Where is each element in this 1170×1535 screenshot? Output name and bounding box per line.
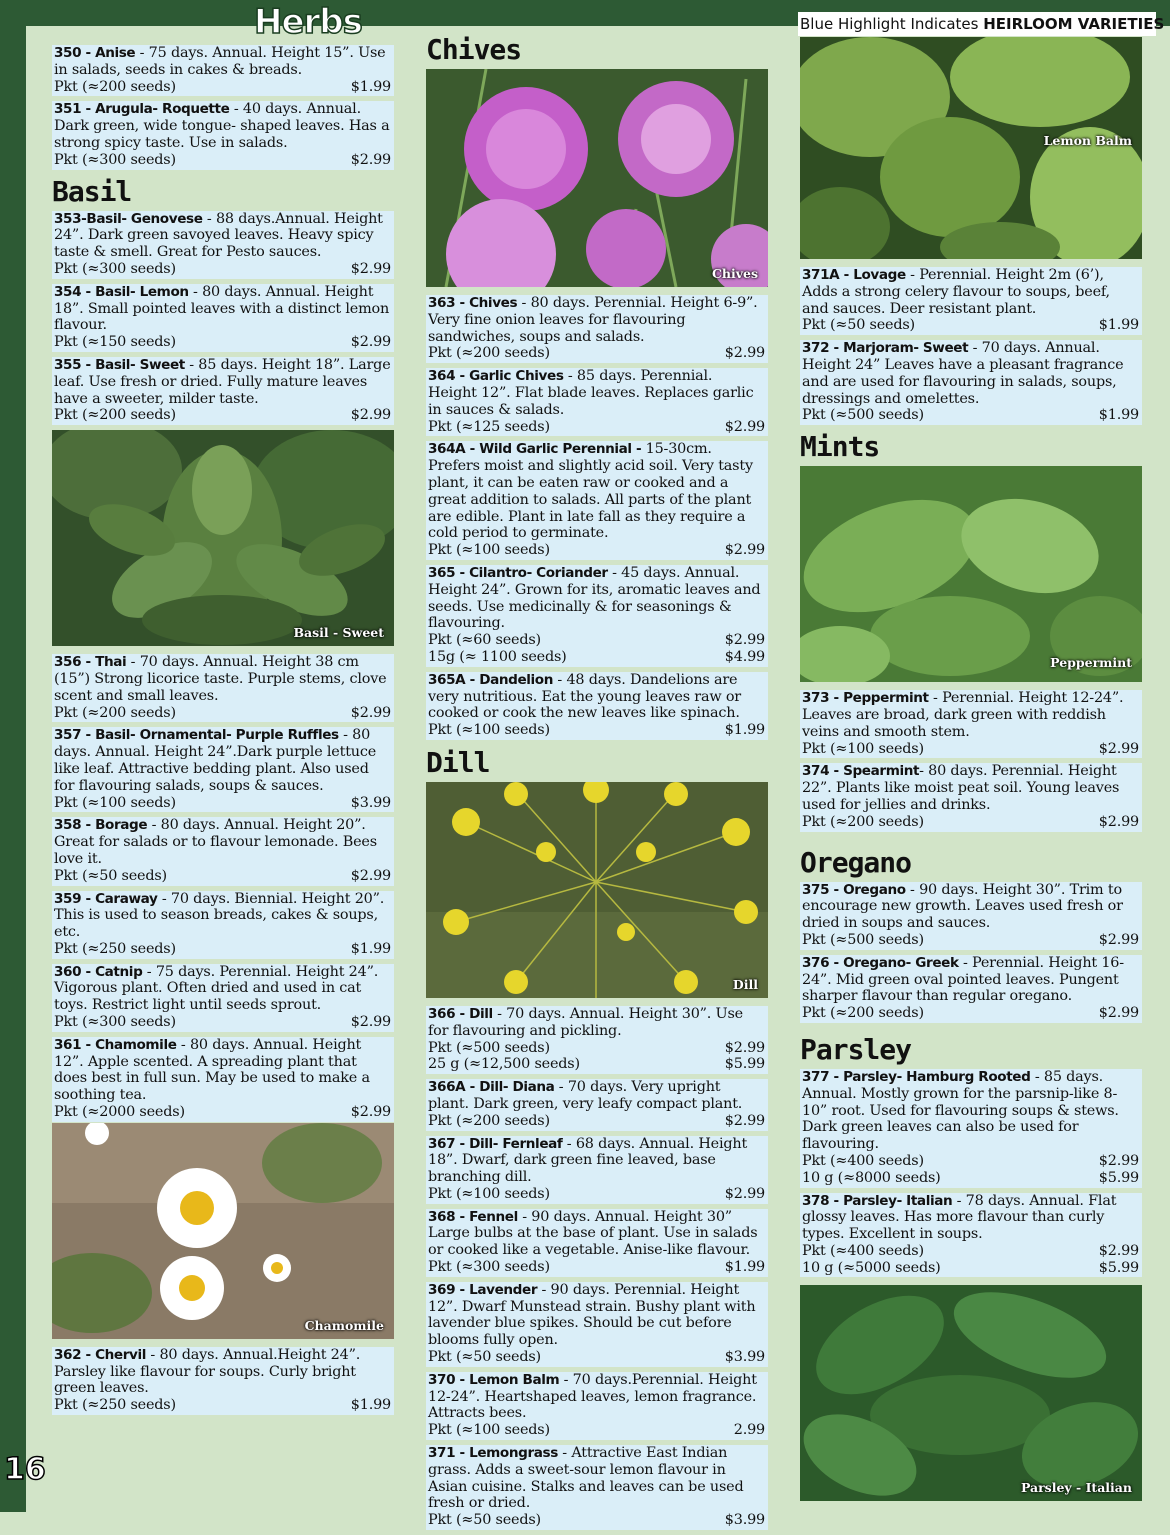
price: $2.99: [350, 407, 391, 424]
product-name: 354 - Basil- Lemon: [54, 283, 189, 300]
product-description: - 80 days. Perennial. Height 6-9”. Very fine onion leaves for flavouring sandwiches, soups and salads.: [428, 295, 758, 345]
price-row: [428, 632, 765, 649]
product-name: 366A - Dill- Diana: [428, 1079, 555, 1096]
price: $5.99: [1098, 1169, 1139, 1186]
price: $4.99: [724, 648, 765, 665]
product-name: 369 - Lavender: [428, 1281, 538, 1298]
product-description: - Perennial. Height 12-24”. Leaves are broad, dark green with reddish veins and smooth stem.: [802, 690, 1124, 740]
product-359: [52, 891, 394, 959]
product-364: [426, 368, 768, 436]
price: $1.99: [1098, 407, 1139, 424]
product-description: - 70 days. Annual. Height 24” Leaves have a pleasant fragrance and are used for flavouring in salads, soups, dressings and omelettes.: [802, 340, 1124, 407]
product-name: 375 - Oregano: [802, 881, 906, 898]
product-358: [52, 817, 394, 885]
product-description: - 70 days. Annual. Height 38 cm (15”) Strong licorice taste. Purple stems, clove scent and small leaves.: [54, 654, 387, 704]
packet-size: Pkt (≈50 seeds): [428, 1349, 541, 1366]
product-365a: [426, 672, 768, 740]
product-364a: [426, 441, 768, 560]
section-oregano: Oregano: [800, 845, 912, 879]
parsley-image: [800, 1285, 1142, 1501]
heirloom-note-prefix: Blue Highlight Indicates: [800, 15, 984, 33]
section-basil: Basil: [52, 174, 132, 208]
packet-size: Pkt (≈500 seeds): [428, 1039, 550, 1056]
product-name: 366 - Dill: [428, 1005, 493, 1022]
product-371: [426, 1445, 768, 1530]
product-name: 357 - Basil- Ornamental- Purple Ruffles: [54, 727, 339, 744]
packet-size: 10 g (≈8000 seeds): [802, 1169, 941, 1186]
price: $2.99: [350, 704, 391, 721]
packet-size: Pkt (≈200 seeds): [802, 813, 924, 830]
product-description: - 80 days. Annual. Height 18”. Small pointed leaves with a distinct lemon flavour.: [54, 283, 390, 334]
product-description: - 68 days. Annual. Height 18”. Dwarf, dark green fine leaved, base branching dill.: [428, 1135, 748, 1186]
price-row: [428, 649, 765, 666]
price: $2.99: [724, 418, 765, 435]
price-row: [54, 1397, 391, 1414]
page-title: Herbs: [254, 2, 362, 42]
product-description: - 70 days.Perennial. Height 12-24”. Heartshaped leaves, lemon fragrance. Attracts bees.: [428, 1371, 757, 1422]
product-description: - 80 days. Annual. Height 24”.Dark purple lettuce like leaf. Attractive bedding plant. Also used for flavouring salads, soups & sauces.: [54, 727, 377, 794]
chives-photo: [426, 69, 768, 287]
packet-size: Pkt (≈300 seeds): [54, 1014, 176, 1031]
product-description: - 75 days. Perennial. Height 24”. Vigorous plant. Often dried and used in cat toys. Restrict light until seeds sprout.: [54, 963, 379, 1014]
price-row: [428, 1349, 765, 1366]
price-row: [802, 1243, 1139, 1260]
price-row: [54, 407, 391, 424]
price-row: [802, 741, 1139, 758]
product-name: 367 - Dill- Fernleaf: [428, 1135, 563, 1152]
price: 2.99: [733, 1422, 765, 1439]
packet-size: Pkt (≈200 seeds): [428, 345, 550, 362]
price-row: [428, 1512, 765, 1529]
product-367: [426, 1136, 768, 1204]
packet-size: Pkt (≈250 seeds): [54, 1397, 176, 1414]
product-name: 373 - Peppermint: [802, 690, 929, 707]
product-350: [52, 45, 394, 96]
product-366a: [426, 1079, 768, 1130]
price: $2.99: [350, 151, 391, 168]
packet-size: Pkt (≈250 seeds): [54, 940, 176, 957]
product-description: - 80 days. Perennial. Height 22”. Plants like moist peat soil. Young leaves used for jellies and drinks.: [802, 763, 1120, 813]
packet-size: Pkt (≈300 seeds): [54, 151, 176, 168]
product-name: 350 - Anise: [54, 45, 136, 61]
caption-dill: Dill: [732, 976, 758, 992]
product-376: [800, 955, 1142, 1023]
price: $2.99: [1098, 1242, 1139, 1259]
price: $3.99: [724, 1512, 765, 1529]
price: $1.99: [1098, 317, 1139, 334]
product-357: [52, 727, 394, 812]
dill-image: [426, 782, 768, 998]
price: $3.99: [724, 1349, 765, 1366]
price-row: [54, 152, 391, 169]
caption-lemon-balm: Lemon Balm: [1043, 133, 1132, 148]
section-dill: Dill: [426, 745, 490, 779]
packet-size: Pkt (≈100 seeds): [428, 542, 550, 559]
product-371a: [800, 267, 1142, 335]
price: $1.99: [350, 78, 391, 95]
price-row: [54, 1104, 391, 1121]
price: $2.99: [724, 1112, 765, 1129]
price: $2.99: [724, 1185, 765, 1202]
product-377: [800, 1069, 1142, 1188]
packet-size: Pkt (≈50 seeds): [802, 317, 915, 334]
price-row: [428, 1186, 765, 1203]
packet-size: Pkt (≈125 seeds): [428, 418, 550, 435]
price: $2.99: [350, 867, 391, 884]
product-name: 368 - Fennel: [428, 1208, 518, 1225]
product-name: 362 - Chervil: [54, 1346, 147, 1363]
product-name: 372 - Marjoram- Sweet: [802, 340, 969, 357]
product-name: 364 - Garlic Chives: [428, 368, 564, 385]
product-description: - 85 days. Annual. Mostly grown for the parsnip-like 8-10” root. Used for flavouring soups & stews. Dark green leaves can also be used for flavouring.: [802, 1068, 1119, 1153]
price-row: [54, 705, 391, 722]
packet-size: Pkt (≈60 seeds): [428, 632, 541, 649]
product-360: [52, 964, 394, 1032]
product-362: [52, 1347, 394, 1415]
product-374: [800, 763, 1142, 831]
section-chives: Chives: [426, 33, 522, 66]
packet-size: 25 g (≈12,500 seeds): [428, 1056, 580, 1073]
product-description: - Perennial. Height 16-24”. Mid green oval pointed leaves. Pungent sharper flavour than regular oregano.: [802, 954, 1124, 1005]
price-row: [54, 795, 391, 812]
product-name: 365 - Cilantro- Coriander: [428, 564, 608, 581]
price: $2.99: [1098, 931, 1139, 948]
price-row: [802, 1260, 1139, 1277]
product-description: 15-30cm. Prefers moist and slightly acid soil. Very tasty plant, it can be eaten raw or cooked and a great addition to salads. All parts of the plant are edible. Plant in late fall as they require a cold period to germinate.: [428, 441, 753, 542]
price: $1.99: [350, 1397, 391, 1414]
product-361: [52, 1037, 394, 1122]
peppermint-image: [800, 466, 1142, 682]
packet-size: 10 g (≈5000 seeds): [802, 1259, 941, 1276]
packet-size: Pkt (≈100 seeds): [428, 1422, 550, 1439]
price: $2.99: [1098, 740, 1139, 757]
product-name: 351 - Arugula- Roquette: [54, 101, 230, 118]
price-row: [54, 79, 391, 96]
product-355: [52, 357, 394, 425]
product-369: [426, 1282, 768, 1367]
product-name: 364A - Wild Garlic Perennial -: [428, 441, 642, 458]
product-name: 361 - Chamomile: [54, 1036, 177, 1053]
product-description: - 85 days. Perennial. Height 12”. Flat blade leaves. Replaces garlic in sauces & salads.: [428, 368, 754, 418]
packet-size: Pkt (≈100 seeds): [802, 740, 924, 757]
price-row: [802, 1153, 1139, 1170]
product-description: - 80 days. Annual.Height 24”. Parsley like flavour for soups. Curly bright green leaves.: [54, 1346, 361, 1397]
price: $3.99: [350, 794, 391, 811]
price-row: [428, 419, 765, 436]
product-372: [800, 340, 1142, 425]
price-row: [802, 1170, 1139, 1187]
price-row: [54, 1014, 391, 1031]
product-375: [800, 882, 1142, 950]
packet-size: Pkt (≈100 seeds): [428, 1185, 550, 1202]
product-description: - 75 days. Annual. Height 15”. Use in salads, seeds in cakes & breads.: [54, 45, 386, 78]
price-row: [428, 722, 765, 739]
product-378: [800, 1193, 1142, 1278]
product-356: [52, 654, 394, 722]
product-name: 365A - Dandelion: [428, 671, 554, 688]
lemon-balm-photo: [800, 37, 1142, 259]
price: $2.99: [724, 345, 765, 362]
product-name: 353-Basil- Genovese: [54, 210, 203, 227]
price: $2.99: [724, 542, 765, 559]
price: $2.99: [1098, 1152, 1139, 1169]
packet-size: Pkt (≈300 seeds): [54, 260, 176, 277]
column-2: [426, 33, 768, 1535]
product-description: - 90 days. Perennial. Height 12”. Dwarf Munstead strain. Bushy plant with lavender blue spikes. Should be cut before blooms fully open.: [428, 1281, 756, 1349]
price: $5.99: [1098, 1259, 1139, 1276]
chamomile-image: [52, 1123, 394, 1339]
price: $2.99: [350, 334, 391, 351]
dill-photo: [426, 782, 768, 998]
caption-parsley-italian: Parsley - Italian: [1020, 1480, 1132, 1496]
product-name: 371A - Lovage: [802, 267, 906, 283]
packet-size: Pkt (≈50 seeds): [428, 1512, 541, 1529]
packet-size: Pkt (≈400 seeds): [802, 1152, 924, 1169]
product-description: - 90 days. Annual. Height 30” Large bulbs at the base of plant. Use in salads or cooked like a vegetable. Anise-like flavour.: [428, 1208, 758, 1259]
section-mints: Mints: [800, 430, 880, 464]
product-366: [426, 1006, 768, 1074]
section-parsley: Parsley: [800, 1032, 912, 1066]
packet-size: Pkt (≈500 seeds): [802, 931, 924, 948]
price: $5.99: [724, 1056, 765, 1073]
product-description: - 80 days. Annual. Height 12”. Apple scented. A spreading plant that does best in full sun. May be used to make a soothing tea.: [54, 1036, 370, 1104]
product-description: - 80 days. Annual. Height 20”. Great for salads or to flavour lemonade. Bees love it.: [54, 817, 377, 867]
product-description: - 88 days.Annual. Height 24”. Dark green savoyed leaves. Heavy spicy taste & smell. Great for Pesto sauces.: [54, 210, 383, 261]
left-banner: [0, 0, 26, 1512]
price: $2.99: [1098, 813, 1139, 830]
packet-size: Pkt (≈200 seeds): [54, 78, 176, 95]
packet-size: Pkt (≈500 seeds): [802, 407, 924, 424]
packet-size: Pkt (≈150 seeds): [54, 334, 176, 351]
chamomile-photo: [52, 1123, 394, 1339]
packet-size: Pkt (≈300 seeds): [428, 1259, 550, 1276]
product-name: 356 - Thai: [54, 654, 127, 671]
price-row: [802, 407, 1139, 424]
product-name: 377 - Parsley- Hamburg Rooted: [802, 1068, 1031, 1085]
product-description: - 48 days. Dandelions are very nutritious. Eat the young leaves raw or cooked or cook the new leaves like spinach.: [428, 671, 741, 722]
product-name: 376 - Oregano- Greek: [802, 954, 959, 971]
product-name: 363 - Chives: [428, 295, 518, 311]
price-row: [428, 1056, 765, 1073]
price: $2.99: [724, 632, 765, 649]
packet-size: Pkt (≈2000 seeds): [54, 1104, 185, 1121]
packet-size: Pkt (≈200 seeds): [428, 1112, 550, 1129]
price-row: [54, 868, 391, 885]
product-description: - Perennial. Height 2m (6’), Adds a strong celery flavour to soups, beef, and sauces. Deer resistant plant.: [802, 267, 1110, 317]
product-354: [52, 284, 394, 352]
product-name: 355 - Basil- Sweet: [54, 356, 185, 373]
price: $1.99: [724, 1259, 765, 1276]
product-description: - 70 days. Biennial. Height 20”. This is used to season breads, cakes & soups, etc.: [54, 890, 385, 941]
price-row: [54, 261, 391, 278]
product-373: [800, 690, 1142, 758]
lemon-balm-image: [800, 37, 1142, 259]
product-description: - 45 days. Annual. Height 24”. Grown for its, aromatic leaves and seeds. Use medicinally & for seasonings & flavouring.: [428, 564, 761, 632]
price: $2.99: [724, 1039, 765, 1056]
product-name: 370 - Lemon Balm: [428, 1371, 560, 1388]
product-365: [426, 565, 768, 667]
price-row: [802, 1005, 1139, 1022]
peppermint-photo: [800, 466, 1142, 682]
product-370: [426, 1372, 768, 1440]
product-description: - 70 days. Annual. Height 30”. Use for flavouring and pickling.: [428, 1005, 743, 1039]
product-description: - 78 days. Annual. Flat glossy leaves. Has more flavour than curly types. Excellent in soups.: [802, 1192, 1117, 1243]
product-name: 378 - Parsley- Italian: [802, 1192, 953, 1209]
product-description: - 70 days. Very upright plant. Dark green, very leafy compact plant.: [428, 1079, 743, 1112]
price-row: [802, 932, 1139, 949]
basil-photo: [52, 430, 394, 646]
product-353: [52, 211, 394, 279]
price-row: [54, 941, 391, 958]
chives-image: [426, 69, 768, 287]
price-row: [428, 1422, 765, 1439]
caption-basil-sweet: Basil - Sweet: [293, 625, 384, 641]
product-368: [426, 1209, 768, 1277]
packet-size: Pkt (≈200 seeds): [802, 1005, 924, 1022]
product-description: - 85 days. Height 18”. Large leaf. Use fresh or dried. Fully mature leaves have a sweeter, milder taste.: [54, 356, 391, 407]
price-row: [428, 1040, 765, 1057]
product-description: - 90 days. Height 30”. Trim to encourage new growth. Leaves used fresh or dried in soups and sauces.: [802, 881, 1123, 932]
price-row: [802, 814, 1139, 831]
price: $1.99: [724, 722, 765, 739]
product-363: [426, 295, 768, 363]
price: $2.99: [1098, 1005, 1139, 1022]
packet-size: Pkt (≈200 seeds): [54, 407, 176, 424]
product-351: [52, 101, 394, 169]
caption-peppermint: Peppermint: [1050, 655, 1132, 671]
packet-size: 15g (≈ 1100 seeds): [428, 648, 567, 665]
product-name: 371 - Lemongrass: [428, 1445, 558, 1462]
packet-size: Pkt (≈400 seeds): [802, 1242, 924, 1259]
price: $2.99: [350, 1104, 391, 1121]
price: $2.99: [350, 260, 391, 277]
caption-chamomile: Chamomile: [304, 1317, 384, 1333]
packet-size: Pkt (≈100 seeds): [428, 722, 550, 739]
product-name: 374 - Spearmint: [802, 763, 920, 780]
caption-chives: Chives: [711, 266, 758, 281]
price-row: [428, 345, 765, 362]
product-name: 358 - Borage: [54, 817, 148, 834]
price: $2.99: [350, 1014, 391, 1031]
price-row: [428, 1259, 765, 1276]
price-row: [428, 542, 765, 559]
basil-image: [52, 430, 394, 646]
packet-size: Pkt (≈200 seeds): [54, 704, 176, 721]
product-description: - 40 days. Annual. Dark green, wide tongue- shaped leaves. Has a strong spicy taste. Use in salads.: [54, 101, 390, 151]
price-row: [54, 334, 391, 351]
packet-size: Pkt (≈100 seeds): [54, 794, 176, 811]
parsley-photo: [800, 1285, 1142, 1501]
page-number: 16: [4, 1452, 46, 1487]
price-row: [802, 317, 1139, 334]
column-3: [800, 33, 1142, 1509]
packet-size: Pkt (≈50 seeds): [54, 867, 167, 884]
product-name: 360 - Catnip: [54, 963, 143, 980]
price-row: [428, 1113, 765, 1130]
product-name: 359 - Caraway: [54, 890, 158, 907]
column-1: [52, 45, 394, 1420]
price: $1.99: [350, 940, 391, 957]
heirloom-note-bold: HEIRLOOM VARIETIES: [983, 15, 1165, 33]
product-description: - Attractive East Indian grass. Adds a sweet-sour lemon flavour in Asian cuisine. Stalks and leaves can be used fresh or dried.: [428, 1445, 744, 1512]
